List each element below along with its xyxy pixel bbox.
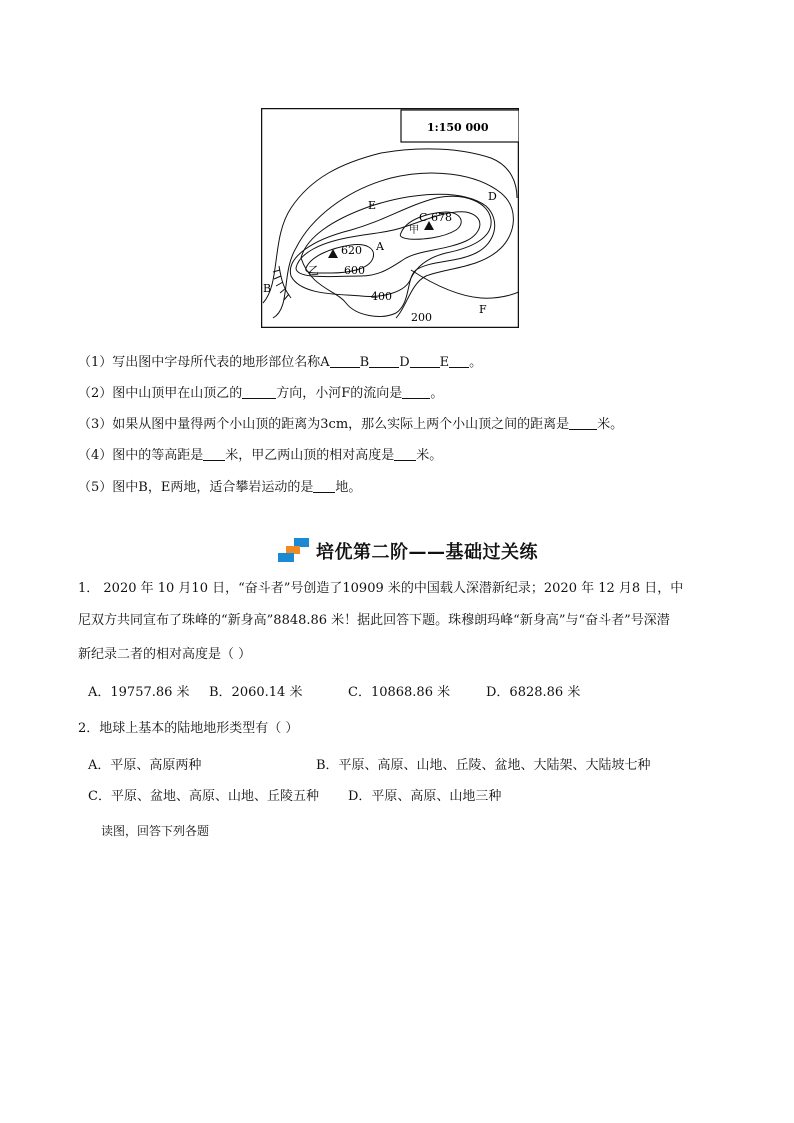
question-2: （2）图中山顶甲在山顶乙的 方向，小河F的流向是 。: [78, 386, 444, 401]
label-d: D: [488, 190, 497, 203]
answer-blank[interactable]: [203, 447, 225, 461]
label-yi: 乙: [308, 264, 319, 277]
problem-1-option-a[interactable]: A．19757.86 米: [88, 685, 190, 700]
question-1: （1）写出图中字母所代表的地形部位名称A B D E 。: [78, 355, 483, 370]
label-400: 400: [371, 290, 392, 303]
problem-1-option-b[interactable]: B．2060.14 米: [209, 685, 303, 700]
label-620: 620: [341, 244, 362, 257]
label-a: A: [376, 240, 384, 253]
section-title: 培优第二阶——基础过关练: [316, 542, 538, 563]
answer-blank[interactable]: [313, 479, 335, 493]
problem-1-line-2: 尼双方共同宣布了珠峰的“新身高”8848.86 米！据此回答下题。珠穆朗玛峰“新身高”与“奋斗者”号深潜: [78, 613, 670, 628]
problem-2-stem: 2．地球上基本的陆地地形类型有（ ）: [78, 721, 299, 736]
problem-1-option-c[interactable]: C．10868.86 米: [348, 685, 451, 700]
question-3: （3）如果从图中量得两个小山顶的距离为3cm，那么实际上两个小山顶之间的距离是 米。: [78, 417, 624, 432]
label-200: 200: [411, 311, 432, 324]
label-c: C: [419, 211, 428, 224]
question-5: （5）图中B，E两地，适合攀岩运动的是 地。: [78, 480, 362, 495]
stacked-blocks-icon: [278, 538, 310, 564]
contour-map: [261, 108, 519, 328]
problem-1-line-1: 1． 2020 年 10 月10 日，“奋斗者”号创造了10909 米的中国载人深潜新纪录；2020 年 12 月8 日，中: [78, 581, 684, 596]
answer-blank[interactable]: [402, 385, 430, 399]
reading-instruction: 读图，回答下列各题: [101, 824, 210, 838]
label-600: 600: [344, 264, 365, 277]
label-b: B: [263, 282, 272, 295]
label-e: E: [368, 199, 377, 212]
problem-2-option-d[interactable]: D．平原、高原、山地三种: [348, 789, 502, 804]
problem-2-option-c[interactable]: C．平原、盆地、高原、山地、丘陵五种: [88, 789, 319, 804]
problem-2-option-b[interactable]: B．平原、高原、山地、丘陵、盆地、大陆架、大陆坡七种: [316, 758, 651, 773]
label-678: 678: [431, 211, 452, 224]
section-heading: [278, 537, 538, 565]
problem-1-line-3: 新纪录二者的相对高度是（ ）: [78, 647, 252, 662]
answer-blank[interactable]: [449, 354, 469, 368]
answer-blank[interactable]: [569, 416, 597, 430]
label-f: F: [479, 303, 487, 316]
answer-blank[interactable]: [410, 354, 440, 368]
answer-blank[interactable]: [242, 385, 276, 399]
answer-blank[interactable]: [369, 354, 399, 368]
answer-blank[interactable]: [330, 354, 360, 368]
problem-2-option-a[interactable]: A．平原、高原两种: [88, 758, 202, 773]
label-jia: 甲: [409, 225, 419, 236]
question-4: （4）图中的等高距是 米，甲乙两山顶的相对高度是 米。: [78, 448, 443, 463]
answer-blank[interactable]: [394, 447, 416, 461]
scale-label: 1:150 000: [427, 121, 489, 134]
problem-1-option-d[interactable]: D．6828.86 米: [486, 685, 581, 700]
